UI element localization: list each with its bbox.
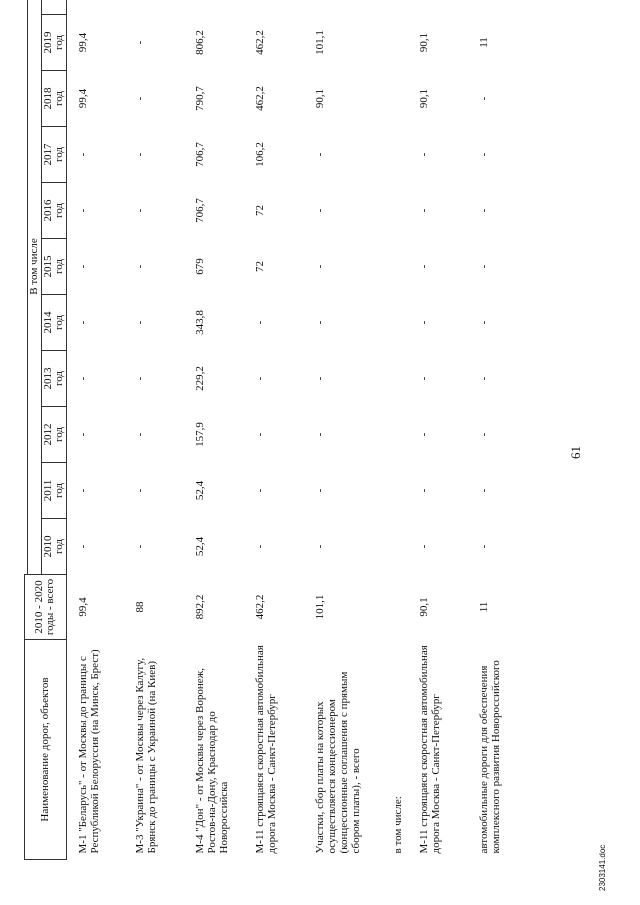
- row-year-value: -: [76, 544, 89, 549]
- row-year-value: [384, 295, 410, 351]
- row-year-value: -: [314, 544, 326, 549]
- row-year-value: -: [134, 432, 146, 437]
- row-year-value: [306, 0, 384, 15]
- header-total: 2010 - 2020 годы - всего: [25, 575, 67, 640]
- row-year-value: -: [418, 264, 430, 269]
- row-year-value: [470, 0, 530, 15]
- row-year-value: 790,7: [194, 86, 206, 111]
- row-year-value: 90,1: [314, 88, 326, 109]
- row-year-value: -: [254, 376, 266, 381]
- header-year-unit: год: [52, 90, 65, 107]
- row-year-value: 462,2: [254, 30, 266, 55]
- page-number: 61: [568, 446, 583, 459]
- row-year-value: 99,4: [76, 88, 89, 109]
- header-year-unit: год: [52, 426, 65, 443]
- row-year-value: -: [314, 152, 326, 157]
- row-year-value: -: [478, 488, 490, 493]
- header-year-value: 2014: [41, 311, 54, 334]
- table-row: [246, 0, 306, 860]
- row-year-value: 90,1: [418, 88, 430, 109]
- row-year-value: [384, 519, 410, 575]
- header-year: [41, 463, 66, 519]
- row-year-value: -: [418, 208, 430, 213]
- row-year-value: 72: [254, 261, 266, 272]
- row-year-value: -: [478, 208, 490, 213]
- row-road-name: М-11 строящаяся скоростная автомобильная дорога Москва - Санкт-Петербург: [254, 645, 278, 854]
- row-year-value: -: [314, 432, 326, 437]
- row-year-value: [384, 351, 410, 407]
- row-year-value: [384, 0, 410, 15]
- row-year-value: -: [76, 320, 89, 325]
- row-year-value: 90,1: [418, 32, 430, 53]
- row-year-value: -: [254, 544, 266, 549]
- row-year-value: -: [134, 488, 146, 493]
- row-road-name: М-4 "Дон" - от Москвы через Воронеж, Ростов-на-Дону, Краснодар до Новороссийска: [194, 668, 230, 854]
- row-year-value: -: [254, 432, 266, 437]
- row-year-value: -: [478, 152, 490, 157]
- table-row: [66, 0, 126, 860]
- header-year: [41, 239, 66, 295]
- header-year-unit: год: [52, 146, 65, 163]
- row-total: 892,2: [194, 594, 206, 620]
- row-year-value: -: [418, 152, 430, 157]
- header-year: [41, 183, 66, 239]
- row-year-value: -: [76, 208, 89, 213]
- header-year-value: [43, 0, 54, 12]
- row-year-value: 52,4: [194, 480, 206, 501]
- row-year-value: -: [76, 264, 89, 269]
- row-year-value: 52,4: [194, 536, 206, 557]
- row-year-value: [246, 0, 306, 15]
- table-row: [126, 0, 186, 860]
- table-header: [25, 0, 67, 860]
- row-year-value: [384, 183, 410, 239]
- row-year-value: [384, 239, 410, 295]
- row-year-value: -: [418, 544, 430, 549]
- header-year-value: 2016: [41, 199, 54, 222]
- row-total: 88: [134, 601, 146, 613]
- row-year-value: -: [314, 208, 326, 213]
- row-year-value: -: [76, 432, 89, 437]
- footer-file-name: 2303141.doc: [598, 844, 607, 891]
- row-year-value: 679: [194, 258, 206, 275]
- header-year: [41, 351, 66, 407]
- row-year-value: -: [418, 432, 430, 437]
- header-year: [41, 15, 66, 71]
- row-year-value: -: [134, 320, 146, 325]
- row-year-value: -: [478, 432, 490, 437]
- row-road-name: автомобильные дороги для обеспечения комплексного развития Новороссийского: [478, 660, 502, 854]
- row-year-value: [126, 0, 186, 15]
- row-year-value: -: [134, 40, 146, 45]
- header-year: [41, 127, 66, 183]
- header-year: [41, 71, 66, 127]
- header-year-unit: год: [52, 202, 65, 219]
- row-year-value: -: [134, 376, 146, 381]
- header-year-unit: год: [52, 34, 65, 51]
- header-year-unit: год: [52, 370, 65, 387]
- row-year-value: 72: [254, 205, 266, 216]
- header-in-that: В том числе: [27, 0, 41, 575]
- row-year-value: -: [76, 488, 89, 493]
- row-year-value: 106,2: [254, 142, 266, 167]
- row-year-value: -: [134, 152, 146, 157]
- row-road-name: в том числе:: [392, 796, 404, 854]
- row-year-value: -: [134, 96, 146, 101]
- header-year-value: 2015: [41, 255, 54, 278]
- row-year-value: -: [254, 488, 266, 493]
- row-year-value: -: [418, 488, 430, 493]
- header-year-value: 2010: [41, 535, 54, 558]
- row-road-name: Участки, сбор платы на которых осуществляется концессионером (концессионные соглашения с прямым сбором платы), - всего: [314, 671, 362, 854]
- header-year-unit: [54, 0, 65, 12]
- header-road-name: Наименование дорог, объектов: [25, 640, 67, 860]
- row-year-value: [66, 0, 126, 15]
- row-year-value: [384, 463, 410, 519]
- row-year-value: -: [478, 320, 490, 325]
- row-total: 101,1: [314, 594, 326, 620]
- row-year-value: [384, 127, 410, 183]
- row-total: [384, 575, 410, 640]
- row-year-value: [410, 0, 470, 15]
- row-year-value: -: [76, 152, 89, 157]
- row-year-value: -: [418, 376, 430, 381]
- row-year-value: 462,2: [254, 86, 266, 111]
- row-year-value: [384, 407, 410, 463]
- row-year-value: 806,2: [194, 30, 206, 55]
- header-year-value: 2013: [41, 367, 54, 390]
- header-year: [41, 295, 66, 351]
- row-road-name: М-3 "Украина" - от Москвы через Калугу, Брянск до границы с Украиной (на Киев): [134, 657, 158, 854]
- row-year-value: -: [134, 544, 146, 549]
- header-year-value: 2011: [41, 479, 54, 502]
- row-year-value: -: [478, 264, 490, 269]
- table-row: [306, 0, 384, 860]
- row-year-value: -: [134, 208, 146, 213]
- row-year-value: 157,9: [194, 422, 206, 447]
- table-row: [410, 0, 470, 860]
- row-year-value: -: [76, 376, 89, 381]
- row-year-value: 229,2: [194, 366, 206, 391]
- header-year: [41, 0, 66, 15]
- header-year: [41, 519, 66, 575]
- header-year-value: 2017: [41, 143, 54, 166]
- row-year-value: -: [418, 320, 430, 325]
- row-year-value: -: [478, 544, 490, 549]
- row-year-value: -: [314, 488, 326, 493]
- row-year-value: 11: [478, 37, 490, 48]
- row-year-value: -: [314, 320, 326, 325]
- header-year-value: 2012: [41, 423, 54, 446]
- header-year-unit: год: [52, 482, 65, 499]
- row-year-value: -: [254, 320, 266, 325]
- row-road-name: М-1 "Беларусь" - от Москвы до границы с Республикой Белоруссия (на Минск, Брест): [76, 649, 101, 854]
- table-row: [470, 0, 530, 860]
- header-year-unit: год: [52, 538, 65, 555]
- table-row: [186, 0, 246, 860]
- row-year-value: [384, 15, 410, 71]
- row-year-value: 99,4: [76, 32, 89, 53]
- row-year-value: 343,8: [194, 310, 206, 335]
- row-year-value: -: [134, 264, 146, 269]
- row-total: 462,2: [254, 594, 266, 620]
- row-year-value: -: [314, 264, 326, 269]
- header-year: [41, 407, 66, 463]
- row-year-value: -: [478, 376, 490, 381]
- header-year-unit: год: [52, 258, 65, 275]
- header-year-value: 2019: [41, 31, 54, 54]
- row-year-value: 101,1: [314, 30, 326, 55]
- row-year-value: -: [314, 376, 326, 381]
- row-year-value: 706,7: [194, 142, 206, 167]
- row-total: 90,1: [418, 597, 430, 617]
- row-road-name: М-11 строящаяся скоростная автомобильная дорога Москва - Санкт-Петербург: [418, 645, 442, 854]
- table-body: [66, 0, 530, 860]
- table-row: [384, 0, 410, 860]
- row-year-value: 706,7: [194, 198, 206, 223]
- row-year-value: [186, 0, 246, 15]
- header-year-unit: год: [52, 314, 65, 331]
- header-year-value: 2018: [41, 87, 54, 110]
- row-year-value: [384, 71, 410, 127]
- row-total: 11: [478, 601, 490, 613]
- row-total: 99,4: [76, 597, 89, 617]
- road-table: [24, 0, 530, 860]
- row-year-value: -: [478, 96, 490, 101]
